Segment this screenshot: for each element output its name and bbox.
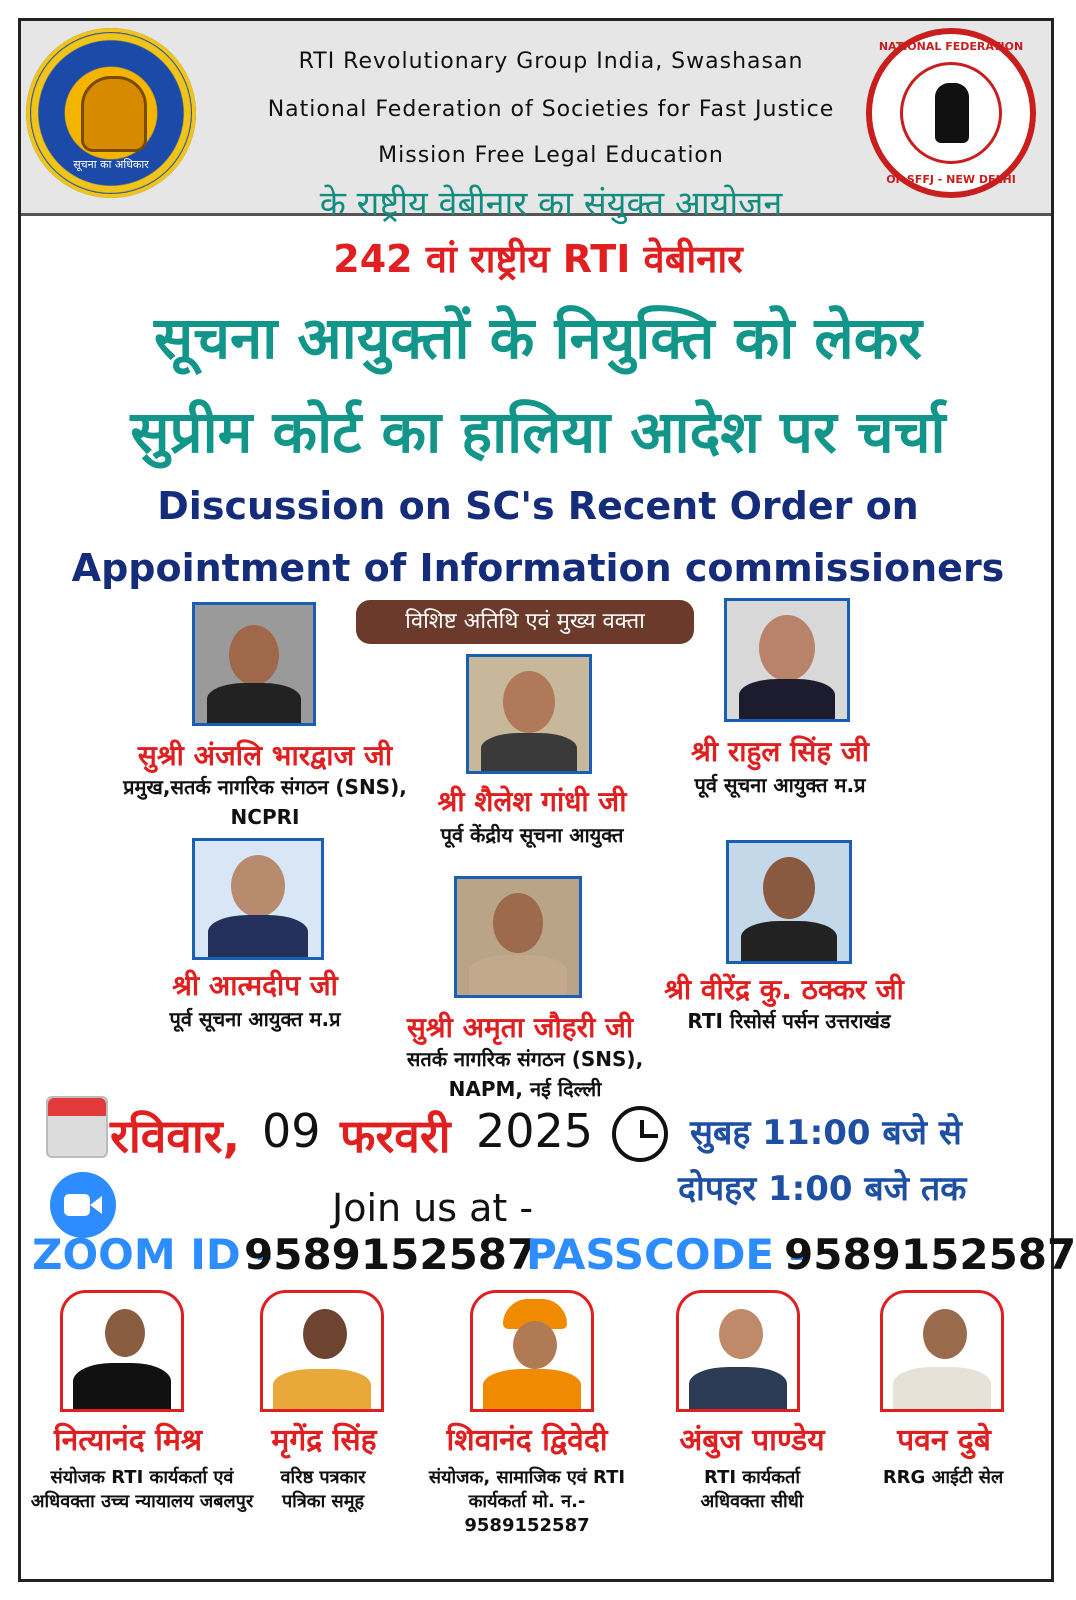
zoom-id-label (32, 1230, 273, 1279)
passcode-number: 9589152587 (784, 1230, 1076, 1279)
organizer-role: संयोजक RTI कार्यकर्ता एवं अधिवक्ता उच्च न्यायालय जबलपुर (30, 1467, 254, 1512)
organizer-photo (470, 1290, 594, 1412)
speaker-role: RTI रिसोर्स पर्सन उत्तराखंड (687, 1009, 891, 1033)
speaker-role: पूर्व सूचना आयुक्त म.प्र (694, 773, 866, 797)
organizer-role: वरिष्ठ पत्रकार पत्रिका समूह (280, 1467, 366, 1512)
speaker-name: श्री शैलेश गांधी जी (437, 785, 627, 818)
organizer-role: RRG आईटी सेल (882, 1467, 1004, 1488)
speaker-photo (466, 654, 592, 774)
fist-icon (81, 76, 147, 152)
speaker-photo (192, 838, 324, 960)
calendar-icon (46, 1096, 108, 1158)
org-line-2: National Federation of Societies for Fast Justice (267, 97, 835, 122)
justice-figure-icon (935, 83, 969, 143)
event-year: 2025 (476, 1104, 594, 1158)
speaker-name: श्री आत्मदीप जी (172, 969, 338, 1002)
speaker-role: सतर्क नागरिक संगठन (SNS), NAPM, नई दिल्ली (406, 1047, 644, 1101)
guest-speakers-label: विशिष्ट अतिथि एवं मुख्य वक्ता (356, 600, 694, 644)
zoom-id-label-text: ZOOM ID - (32, 1230, 273, 1279)
title-english-line-1: Discussion on SC's Recent Order on (157, 484, 919, 528)
federation-logo (866, 28, 1036, 198)
organizer-role: RTI कार्यकर्ता अधिवक्ता सीधी (700, 1467, 804, 1512)
speaker-photo (724, 598, 850, 722)
organizer-photo (880, 1290, 1004, 1412)
passcode-label-text: PASSCODE - (526, 1230, 807, 1279)
title-english-line-2: Appointment of Information commissioners (71, 546, 1005, 590)
speaker-photo (726, 840, 852, 964)
organizer-role: संयोजक, सामाजिक एवं RTI कार्यकर्ता मो. न.- 9589152587 (428, 1467, 626, 1536)
start-time: सुबह 11:00 बजे से (690, 1113, 962, 1153)
organizer-name: पवन दुबे (897, 1423, 991, 1458)
event-day: रविवार, (110, 1109, 241, 1163)
organizer-photo (676, 1290, 800, 1412)
event-date: 09 (262, 1104, 321, 1158)
speaker-name: श्री राहुल सिंह जी (691, 735, 869, 768)
speaker-name: श्री वीरेंद्र कु. ठक्कर जी (664, 973, 904, 1006)
organizer-name: शिवानंद द्विवेदी (446, 1423, 608, 1458)
join-us-text: Join us at - (332, 1186, 534, 1230)
organizer-photo (260, 1290, 384, 1412)
logo-right-inner-ring (900, 62, 1002, 164)
logo-right-top-text: NATIONAL FEDERATION (878, 40, 1024, 53)
title-hindi-line-1: सूचना आयुक्तों के नियुक्ति को लेकर (153, 304, 923, 372)
organizer-name: नित्यानंद मिश्र (53, 1423, 203, 1458)
org-line-1: RTI Revolutionary Group India, Swashasan (298, 49, 804, 74)
speaker-name: सुश्री अमृता जौहरी जी (406, 1011, 634, 1044)
speaker-photo (454, 876, 582, 998)
zoom-icon (50, 1172, 116, 1238)
end-time: दोपहर 1:00 बजे तक (678, 1169, 967, 1209)
passcode-value (784, 1230, 1076, 1279)
zoom-id-value (244, 1230, 536, 1279)
title-hindi-line-2: सुप्रीम कोर्ट का हालिया आदेश पर चर्चा (130, 398, 946, 466)
organizer-name: मृगेंद्र सिंह (271, 1423, 377, 1458)
org-line-4: के राष्ट्रीय वेबीनार का संयुक्त आयोजन (319, 184, 783, 224)
org-line-3: Mission Free Legal Education (378, 143, 724, 168)
zoom-id-number: 9589152587 (244, 1230, 537, 1279)
rti-group-logo (26, 28, 196, 198)
speaker-role: प्रमुख,सतर्क नागरिक संगठन (SNS), NCPRI (123, 775, 407, 829)
passcode-label (526, 1230, 806, 1279)
webinar-number: 242 वां राष्ट्रीय RTI वेबीनार (333, 237, 743, 281)
organizer-photo (60, 1290, 184, 1412)
event-month: फरवरी (340, 1109, 451, 1163)
speaker-role: पूर्व केंद्रीय सूचना आयुक्त (440, 823, 624, 847)
logo-right-bottom-text: OF SFFJ - NEW DELHI (886, 173, 1016, 186)
speaker-name: सुश्री अंजलि भारद्वाज जी (137, 739, 393, 772)
logo-left-caption: सूचना का अधिकार (73, 158, 149, 171)
speaker-photo (192, 602, 316, 726)
organizer-name: अंबुज पाण्डेय (679, 1423, 825, 1458)
clock-icon (612, 1106, 668, 1162)
speaker-role: पूर्व सूचना आयुक्त म.प्र (169, 1007, 341, 1031)
